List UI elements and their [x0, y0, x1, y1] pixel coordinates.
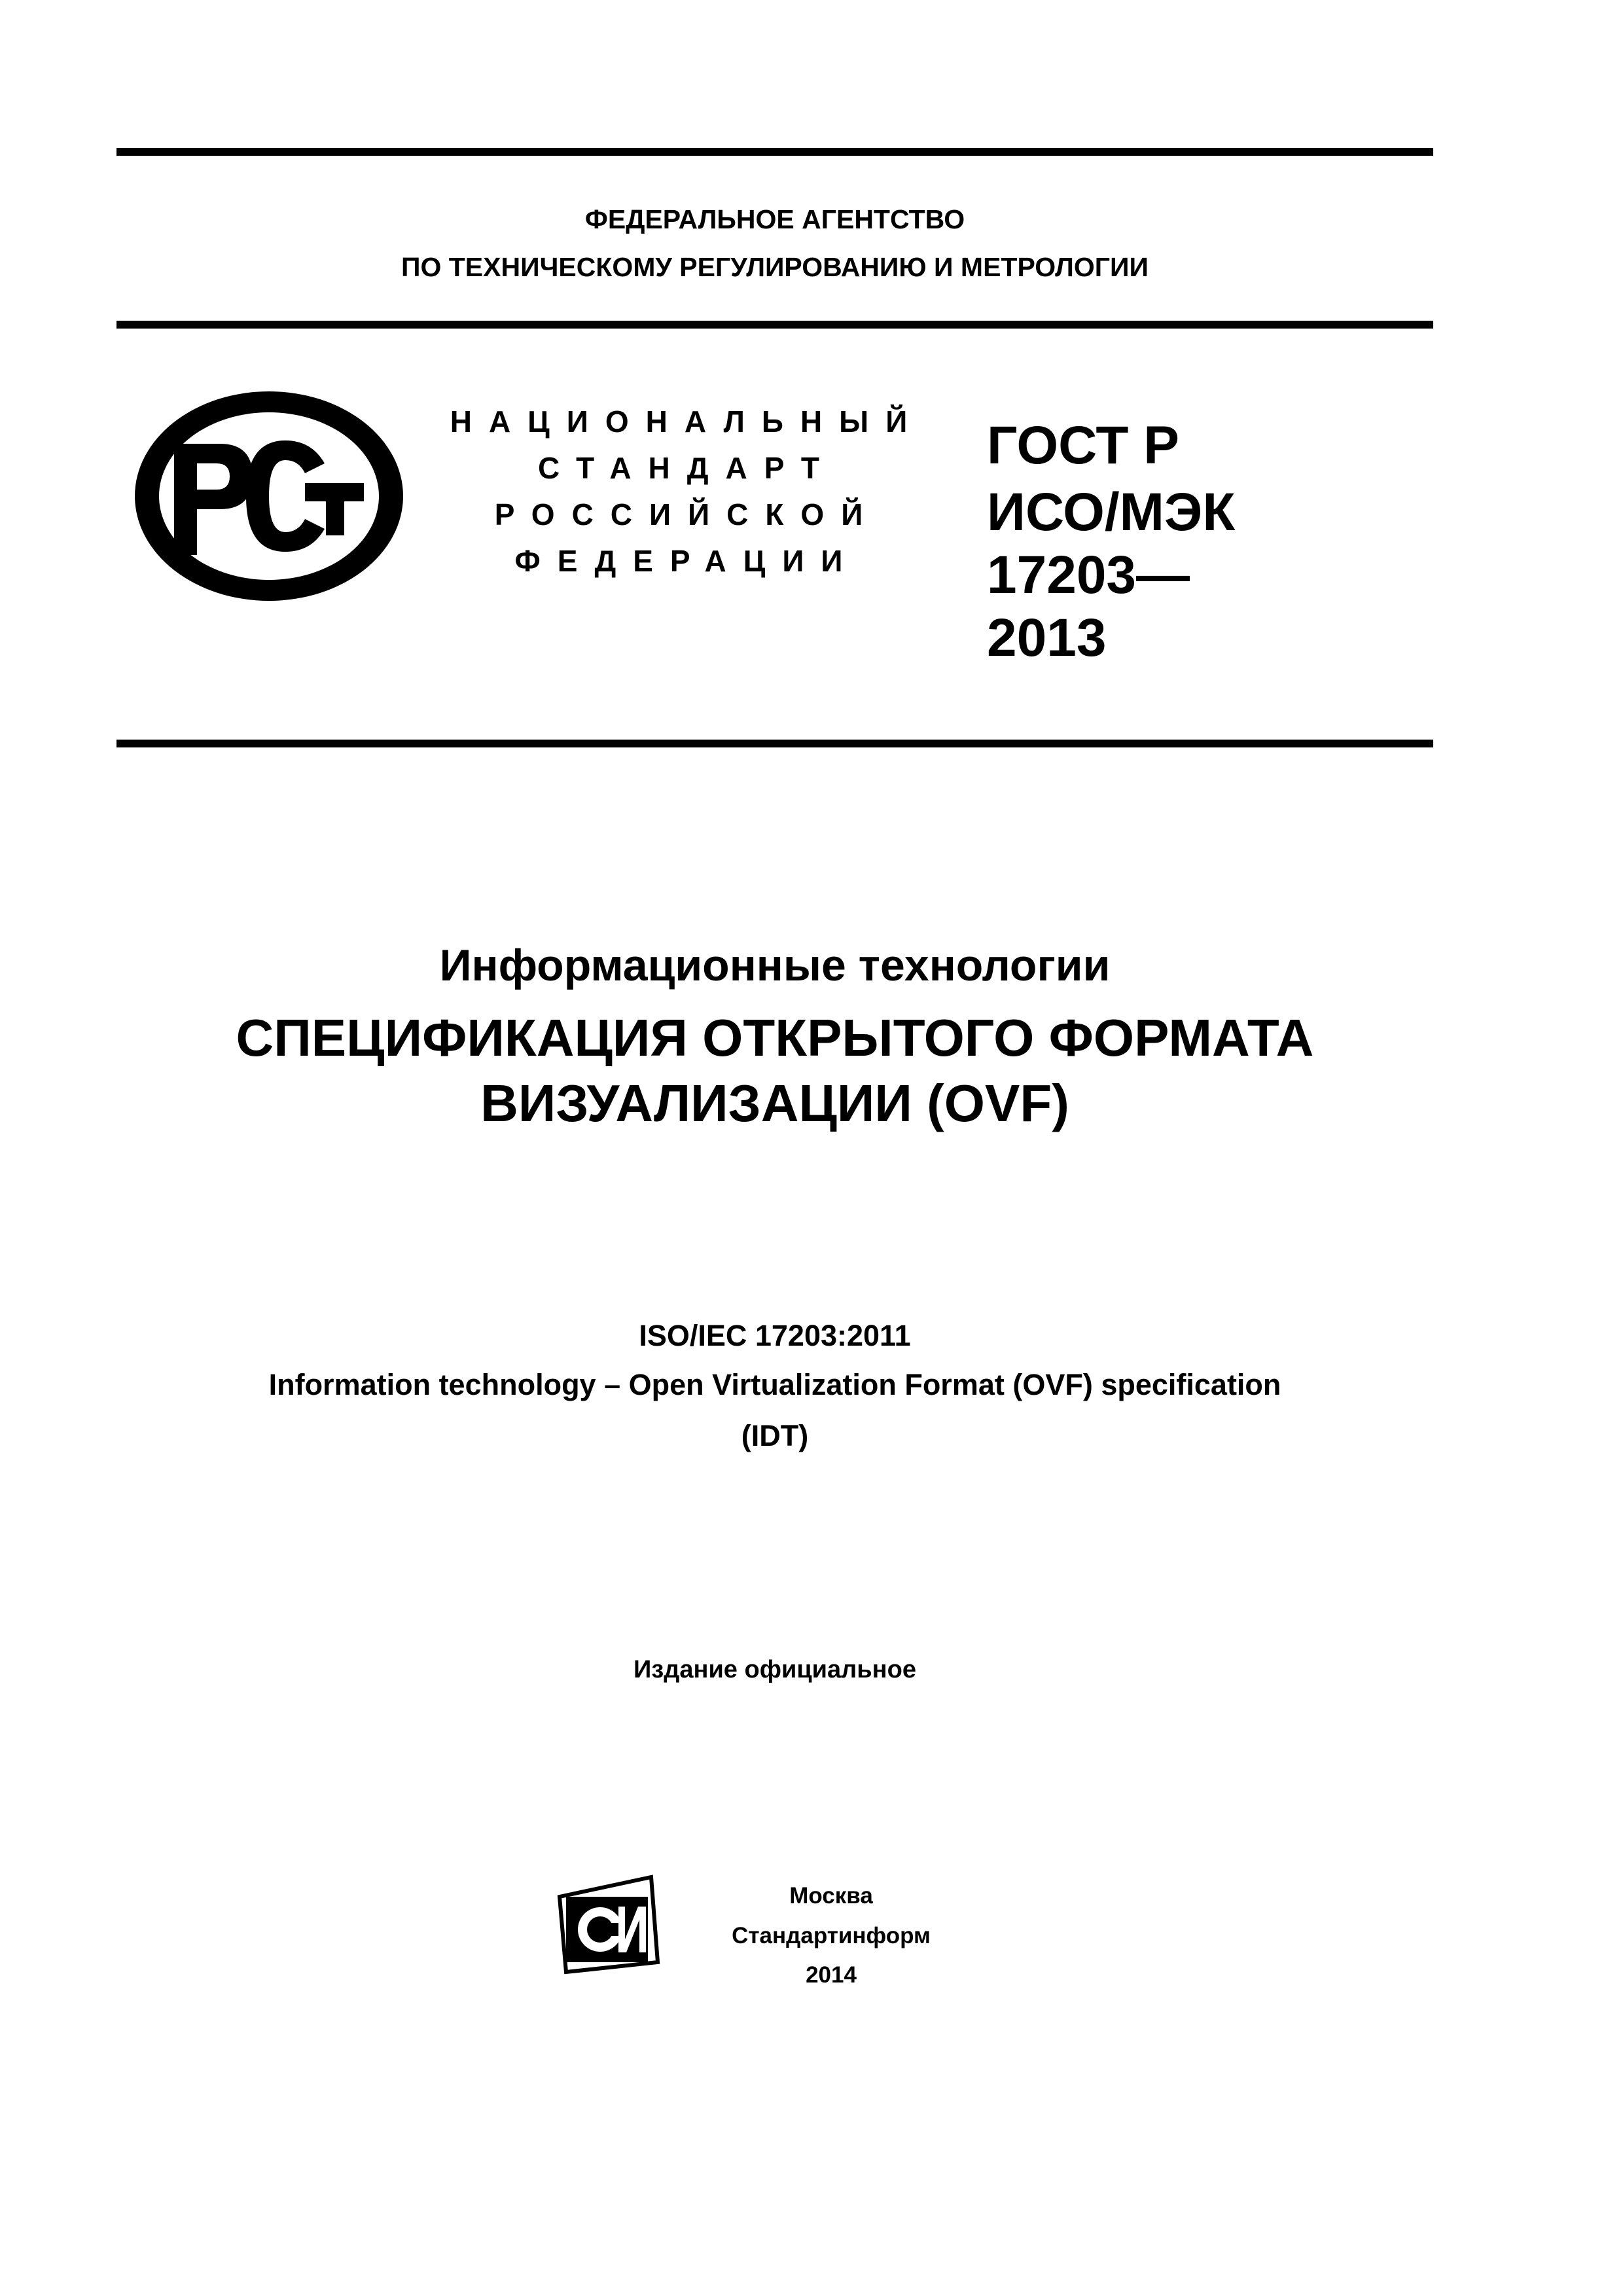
- rst-mark-icon: [128, 385, 410, 607]
- title-block-rule: [116, 740, 1433, 747]
- header-rule: [116, 321, 1433, 329]
- national-standard-line-1: НАЦИОНАЛЬНЫЙ: [450, 404, 925, 439]
- top-rule: [116, 148, 1433, 156]
- designation-line-1: ГОСТ Р: [987, 416, 1179, 475]
- national-standard-line-2: СТАНДАРТ: [538, 451, 836, 485]
- iso-number: ISO/IEC 17203:2011: [639, 1319, 911, 1352]
- designation-line-2: ИСО/МЭК: [987, 482, 1236, 542]
- national-standard-line-3: РОССИЙСКОЙ: [494, 497, 880, 531]
- designation-line-4: 2013: [987, 608, 1107, 668]
- publication-year: 2014: [806, 1962, 857, 1988]
- iso-degree: (IDT): [741, 1419, 809, 1452]
- document-title-line-1: СПЕЦИФИКАЦИЯ ОТКРЫТОГО ФОРМАТА: [236, 1009, 1314, 1067]
- agency-line-1: ФЕДЕРАЛЬНОЕ АГЕНТСТВО: [584, 204, 965, 234]
- publisher-name: Стандартинформ: [732, 1923, 931, 1948]
- standartinform-logo-icon: [553, 1871, 664, 1975]
- edition-label: Издание официальное: [633, 1656, 916, 1683]
- document-title-line-2: ВИЗУАЛИЗАЦИИ (OVF): [480, 1074, 1069, 1132]
- document-subject: Информационные технологии: [439, 941, 1111, 990]
- national-standard-line-4: ФЕДЕРАЦИИ: [514, 544, 860, 578]
- agency-line-2: ПО ТЕХНИЧЕСКОМУ РЕГУЛИРОВАНИЮ И МЕТРОЛОГИИ: [401, 252, 1149, 282]
- iso-title: Information technology – Open Virtualization Format (OVF) specification: [268, 1368, 1281, 1401]
- designation-line-3: 17203—: [987, 545, 1190, 605]
- publisher-city: Москва: [789, 1883, 873, 1909]
